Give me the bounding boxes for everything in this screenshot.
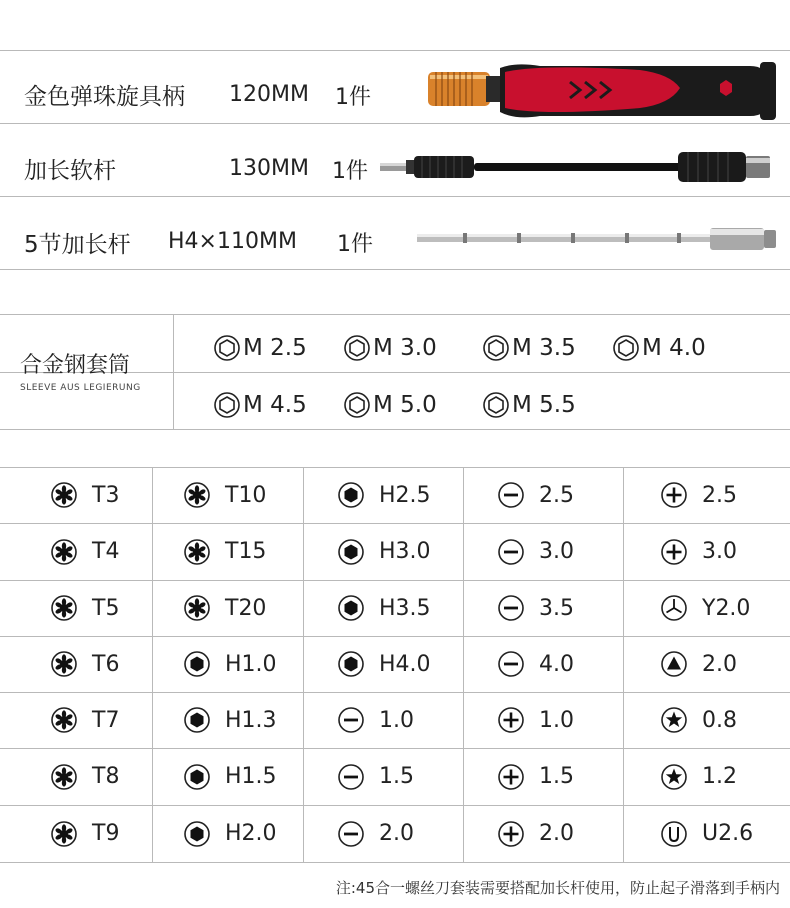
bit-label: H3.0 [379, 539, 431, 564]
bit-label: 2.0 [702, 651, 737, 677]
pentalobe-icon [660, 763, 688, 791]
bit-item [337, 478, 431, 512]
divider [0, 805, 790, 806]
torx-icon [50, 481, 78, 509]
socket-label: M 4.5 [243, 392, 307, 418]
bit-item [337, 703, 414, 737]
component-name: 5节加长杆 [24, 232, 131, 258]
flexible-shaft-icon [378, 148, 778, 188]
bit-item [660, 817, 753, 851]
torx-icon [183, 538, 211, 566]
component-qty: 1件 [337, 232, 373, 257]
usage-note: 注:45合一螺丝刀套装需要搭配加长杆使用，防止起子滑落到手柄内 [335, 879, 780, 897]
bit-label: 2.0 [379, 821, 414, 846]
slotted-icon [497, 481, 525, 509]
bit-item [660, 535, 737, 569]
socket-item [343, 390, 437, 420]
bit-label: T5 [92, 595, 120, 621]
bit-item [497, 703, 574, 737]
bit-item [337, 817, 414, 851]
bit-label: H1.5 [225, 764, 277, 789]
phillips-icon [497, 763, 525, 791]
slotted-icon [337, 820, 365, 848]
bit-item [183, 478, 266, 512]
bit-label: H1.3 [225, 707, 277, 733]
torx-icon [50, 820, 78, 848]
socket-label: M 5.5 [512, 392, 576, 418]
hex-icon [337, 481, 365, 509]
bit-item [660, 703, 737, 737]
divider [0, 50, 790, 51]
hex-socket-icon [213, 391, 241, 419]
socket-label: M 3.5 [512, 335, 576, 361]
slotted-icon [337, 706, 365, 734]
hex-socket-icon [213, 334, 241, 362]
hex-icon [337, 650, 365, 678]
socket-item [482, 390, 576, 420]
bit-label: H2.0 [225, 821, 277, 846]
bit-label: 2.5 [702, 482, 737, 508]
bit-item [183, 703, 277, 737]
torx-icon [50, 763, 78, 791]
socket-label: M 5.0 [373, 392, 437, 418]
socket-item [213, 333, 307, 363]
bit-label: 3.0 [702, 539, 737, 564]
hex-socket-icon [343, 391, 371, 419]
bit-label: 1.5 [379, 764, 414, 789]
phillips-icon [660, 481, 688, 509]
bit-label: 0.8 [702, 707, 737, 733]
phillips-icon [497, 706, 525, 734]
bit-label: 2.5 [539, 482, 574, 508]
bit-label: 1.0 [539, 707, 574, 733]
bit-label: 1.0 [379, 707, 414, 733]
divider [173, 314, 174, 429]
socket-item [213, 390, 307, 420]
hex-socket-icon [343, 334, 371, 362]
bit-item [50, 535, 119, 569]
bit-item [50, 591, 119, 625]
bit-item [660, 478, 737, 512]
bit-label: T20 [225, 595, 267, 621]
bit-label: T4 [92, 539, 120, 564]
divider [0, 636, 790, 637]
bit-item [50, 817, 119, 851]
component-size: 130MM [229, 156, 309, 181]
bit-label: U2.6 [702, 821, 754, 846]
slotted-icon [337, 763, 365, 791]
sockets-title: 合金钢套筒 [20, 353, 131, 378]
bit-item [50, 478, 119, 512]
socket-item [343, 333, 437, 363]
bit-item [50, 647, 119, 681]
bit-item [183, 535, 266, 569]
component-qty: 1件 [332, 159, 368, 184]
bit-item [183, 817, 277, 851]
bit-label: 3.5 [539, 595, 574, 621]
divider [623, 467, 624, 862]
torx-icon [183, 481, 211, 509]
divider [463, 467, 464, 862]
bit-label: T10 [225, 482, 267, 508]
bit-label: T15 [225, 539, 267, 564]
bit-item [497, 760, 574, 794]
bit-item [337, 760, 414, 794]
bit-item [337, 647, 431, 681]
bit-label: H1.0 [225, 651, 277, 677]
bit-label: T8 [92, 764, 120, 789]
divider [0, 467, 790, 468]
triangle-icon [660, 650, 688, 678]
bit-item [660, 591, 750, 625]
bit-item [497, 591, 574, 625]
socket-label: M 2.5 [243, 335, 307, 361]
bit-label: H3.5 [379, 595, 431, 621]
divider [0, 692, 790, 693]
bit-label: 2.0 [539, 821, 574, 846]
component-name: 加长软杆 [24, 158, 116, 184]
divider [0, 580, 790, 581]
bit-item [660, 647, 737, 681]
u-type-icon [660, 820, 688, 848]
divider [0, 429, 790, 430]
bit-label: Y2.0 [702, 595, 751, 621]
bit-label: T3 [92, 482, 120, 508]
torx-icon [183, 594, 211, 622]
bit-item [660, 760, 737, 794]
extension-rod-icon [415, 222, 780, 256]
bit-label: H4.0 [379, 651, 431, 677]
hex-icon [337, 538, 365, 566]
bit-item [497, 647, 574, 681]
sockets-subtitle: SLEEVE AUS LEGIERUNG [20, 383, 141, 393]
bit-item [183, 647, 277, 681]
hex-icon [183, 650, 211, 678]
tri-wing-icon [660, 594, 688, 622]
bit-item [183, 760, 277, 794]
bit-label: 1.2 [702, 764, 737, 789]
bit-item [497, 817, 574, 851]
bit-item [337, 535, 431, 569]
phillips-icon [660, 538, 688, 566]
bit-label: 1.5 [539, 764, 574, 789]
torx-icon [50, 538, 78, 566]
torx-icon [50, 650, 78, 678]
socket-item [482, 333, 576, 363]
hex-socket-icon [482, 334, 510, 362]
bit-label: T6 [92, 651, 120, 677]
divider [0, 748, 790, 749]
divider [303, 467, 304, 862]
socket-label: M 4.0 [642, 335, 706, 361]
hex-socket-icon [612, 334, 640, 362]
component-name: 金色弹珠旋具柄 [24, 84, 185, 110]
divider [152, 467, 153, 862]
divider [0, 196, 790, 197]
divider [0, 269, 790, 270]
torx-icon [50, 594, 78, 622]
socket-label: M 3.0 [373, 335, 437, 361]
component-qty: 1件 [335, 85, 371, 110]
torx-icon [50, 706, 78, 734]
bit-item [337, 591, 431, 625]
component-size: H4×110MM [168, 229, 297, 254]
bit-item [50, 760, 119, 794]
hex-socket-icon [482, 391, 510, 419]
divider [0, 862, 790, 863]
hex-icon [183, 820, 211, 848]
divider [0, 314, 790, 315]
component-size: 120MM [229, 82, 309, 107]
hex-icon [183, 706, 211, 734]
slotted-icon [497, 650, 525, 678]
bit-item [497, 535, 574, 569]
socket-item [612, 333, 706, 363]
divider [0, 523, 790, 524]
bit-item [183, 591, 266, 625]
bit-label: T9 [92, 821, 120, 846]
phillips-icon [497, 820, 525, 848]
screwdriver-handle-icon [420, 58, 780, 124]
hex-icon [183, 763, 211, 791]
slotted-icon [497, 594, 525, 622]
slotted-icon [497, 538, 525, 566]
hex-icon [337, 594, 365, 622]
bit-label: 4.0 [539, 651, 574, 677]
bit-label: 3.0 [539, 539, 574, 564]
bit-label: T7 [92, 707, 120, 733]
bit-item [50, 703, 119, 737]
bit-label: H2.5 [379, 482, 431, 508]
bit-item [497, 478, 574, 512]
pentalobe-icon [660, 706, 688, 734]
